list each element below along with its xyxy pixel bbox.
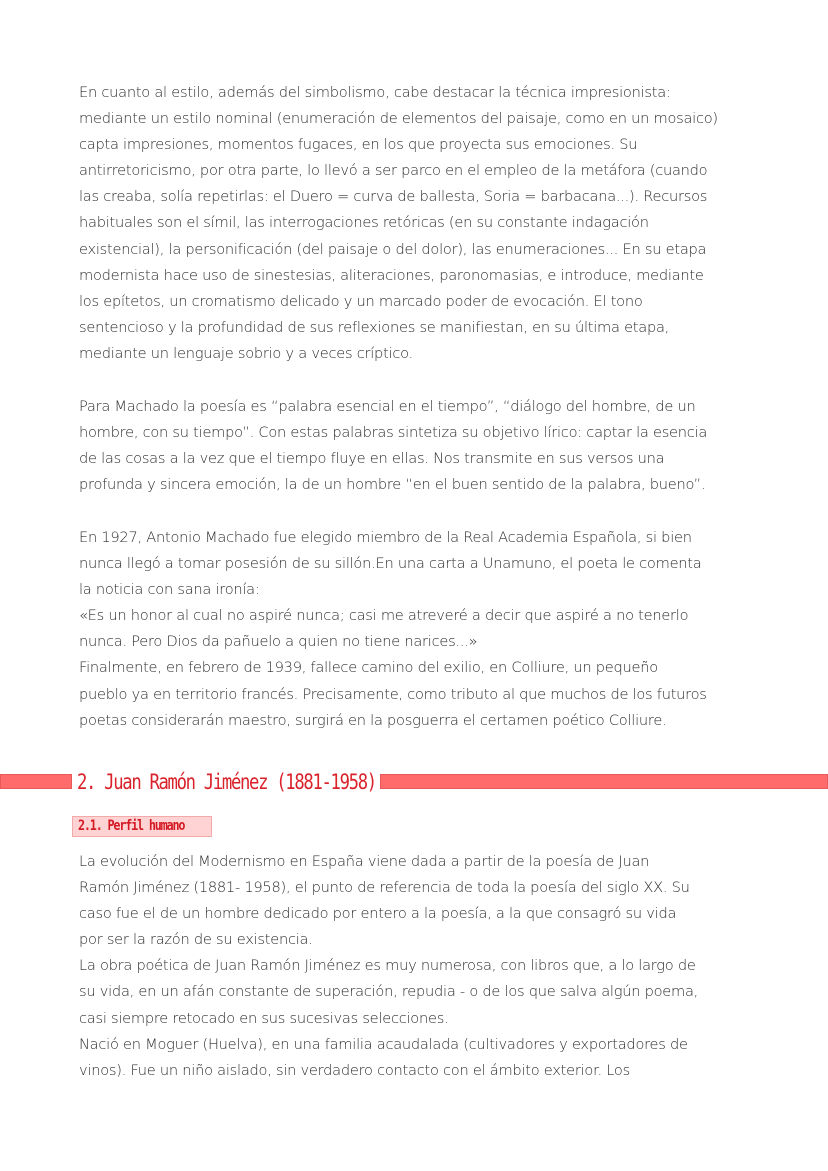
- text-line: su vida, en un afán constante de superación, repudia - o de los que salva algún poema,: [79, 983, 699, 1001]
- text-line: mediante un estilo nominal (enumeración de elementos del paisaje, como en un mosaico): [79, 110, 718, 128]
- text-line: La obra poética de Juan Ramón Jiménez es muy numerosa, con libros que, a lo largo de: [79, 957, 696, 975]
- text-line: existencial), la personificación (del paisaje o del dolor), las enumeraciones... En su etapa: [79, 240, 707, 258]
- text-line: capta impresiones, momentos fugaces, en los que proyecta sus emociones. Su: [79, 136, 638, 154]
- paragraph-perfil: [79, 849, 751, 1084]
- text-line: poetas considerarán maestro, surgirá en la posguerra el certamen poético Colliure.: [79, 711, 667, 729]
- text-line: Para Machado la poesía es “palabra esencial en el tiempo”, “diálogo del hombre, de un: [79, 398, 696, 415]
- quote-line: nunca. Pero Dios da pañuelo a quien no tiene narices...»: [79, 633, 478, 651]
- paragraph-academia: [79, 525, 751, 734]
- text-line: los epítetos, un cromatismo delicado y un marcado poder de evocación. El tono: [79, 292, 643, 310]
- text-line: la noticia con sana ironía:: [79, 581, 260, 599]
- text-line: modernista hace uso de sinestesias, aliteraciones, paronomasias, e introduce, mediante: [79, 266, 704, 284]
- text-line: Finalmente, en febrero de 1939, fallece camino del exilio, en Colliure, un pequeño: [79, 659, 658, 677]
- text-line: Nació en Moguer (Huelva), en una familia acaudalada (cultivadores y exportadores de: [79, 1035, 688, 1053]
- quote-line: «Es un honor al cual no aspiré nunca; casi me atreveré a decir que aspiré a no tenerlo: [79, 607, 689, 625]
- text-line: profunda y sincera emoción, la de un hombre “en el buen sentido de la palabra, bueno”.: [79, 476, 706, 494]
- heading-accent-bar-left: [0, 774, 72, 789]
- text-line: mediante un lenguaje sobrio y a veces críptico.: [79, 344, 413, 362]
- text-line: Ramón Jiménez (1881- 1958), el punto de referencia de toda la poesía del siglo XX. Su: [79, 879, 690, 897]
- text-line: habituales son el símil, las interrogaciones retóricas (en su constante indagación: [79, 214, 649, 232]
- text-line: nunca llegó a tomar posesión de su sillón.En una carta a Unamuno, el poeta le comenta: [79, 555, 702, 573]
- text-line: casi siempre retocado en sus sucesivas selecciones.: [79, 1009, 449, 1027]
- text-line: vinos). Fue un niño aislado, sin verdadero contacto con el ámbito exterior. Los: [79, 1061, 630, 1079]
- text-line: hombre, con su tiempo”. Con estas palabras sintetiza su objetivo lírico: captar la esencia: [79, 424, 708, 442]
- text-line: por ser la razón de su existencia.: [79, 931, 313, 949]
- text-line: pueblo ya en territorio francés. Precisamente, como tributo al que muchos de los futuros: [79, 685, 707, 703]
- section-heading: [0, 768, 828, 798]
- text-line: antirretoricismo, por otra parte, lo llevó a ser parco en el empleo de la metáfora (cuando: [79, 162, 708, 180]
- text-line: En cuanto al estilo, además del simbolismo, cabe destacar la técnica impresionista:: [79, 84, 671, 101]
- text-line: de las cosas a la vez que el tiempo fluye en ellas. Nos transmite en sus versos una: [79, 450, 665, 468]
- heading-accent-bar-right: [380, 774, 828, 789]
- text-line: sentencioso y la profundidad de sus reflexiones se manifiestan, en su última etapa,: [79, 318, 670, 336]
- text-line: La evolución del Modernismo en España viene dada a partir de la poesía de Juan: [79, 853, 650, 870]
- text-line: caso fue el de un hombre dedicado por entero a la poesía, a la que consagró su vida: [79, 905, 677, 923]
- paragraph-poesia: [79, 394, 751, 498]
- subsection-heading: [72, 816, 212, 837]
- section-title: 2. Juan Ramón Jiménez (1881-1958): [77, 770, 376, 794]
- text-line: las creaba, solía repetirlas: el Duero = curva de ballesta, Soria = barbacana...). Recursos: [79, 188, 708, 206]
- paragraph-estilo: [79, 80, 751, 367]
- subsection-title: 2.1. Perfil humano: [78, 818, 185, 834]
- text-line: En 1927, Antonio Machado fue elegido miembro de la Real Academia Española, si bien: [79, 529, 692, 546]
